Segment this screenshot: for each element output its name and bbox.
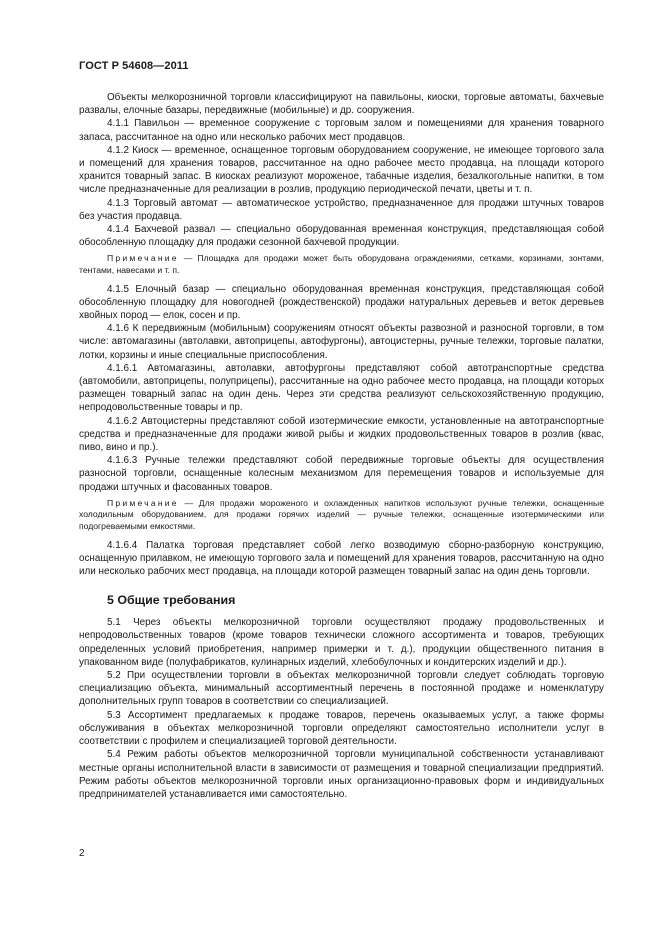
paragraph-4-1-6: 4.1.6 К передвижным (мобильным) сооружениям относят объекты развозной и разносной торговли, в том числе: автомагазины (автолавки, автоприцепы, автофургоны), автоцистерны, ручные тележки, торговые палатки, лотки, корзины и иные специальные приспособления.: [79, 323, 604, 361]
note-1-text: — Площадка для продажи может быть оборудована ограждениями, сетками, корзинами, зонтами, тентами, навесами и т. п.: [79, 253, 604, 276]
note-2: [79, 498, 604, 533]
paragraph-intro: Объекты мелкорозничной торговли классифицируют на павильоны, киоски, торговые автоматы, бахчевые развалы, елочные базары, передвижные (мобильные) и др. сооружения.: [79, 92, 604, 117]
note-1-label: Примечание: [107, 253, 179, 264]
document-code-header: ГОСТ Р 54608—2011: [79, 60, 189, 72]
paragraph-5-3: 5.3 Ассортимент предлагаемых к продаже товаров, перечень оказываемых услуг, а также формы обслуживания в объектах мелкорозничной торговли определяют самостоятельно исполнители услуг в соответствии с профилем и специализацией торговой деятельности.: [79, 709, 604, 748]
paragraph-4-1-3: 4.1.3 Торговый автомат — автоматическое устройство, предназначенное для продажи штучных товаров без участия продавца.: [79, 197, 604, 222]
page-number: 2: [79, 848, 85, 859]
note-1: [79, 253, 604, 276]
paragraph-4-1-6-1: 4.1.6.1 Автомагазины, автолавки, автофургоны представляют собой автотранспортные средства (автомобили, автоприцепы, полуприцепы), рассчитанные на одно рабочее место продавца, на площади которых размещен товарный запас на один день. Через эти средства реализуют сельскохозяйственную продукцию, непродовольственные товары и пр.: [79, 362, 604, 414]
note-2-label: Примечание: [107, 497, 179, 508]
section-5-title: 5 Общие требования: [107, 593, 236, 608]
document-body: [79, 91, 604, 801]
paragraph-5-2: 5.2 При осуществлении торговли в объектах мелкорозничной торговли следует соблюдать торговую специализацию объекта, минимальный ассортиментный перечень в постоянной продаже и номенклатуру дополнительных групп товаров в соответствии со специализацией.: [79, 670, 604, 708]
paragraph-5-1: 5.1 Через объекты мелкорозничной торговли осуществляют продажу продовольственных и непродовольственных товаров (кроме товаров технически сложного ассортимента и товаров, требующих определенных условий приобретения, например примерки и т. д.), продукции общественного питания в упакованном виде (полуфабрикатов, кулинарных изделий, хлебобулочных и кондитерских изделий и др.).: [79, 617, 604, 668]
paragraph-4-1-6-2: 4.1.6.2 Автоцистерны представляют собой изотермические емкости, установленные на автотранспортные средства и предназначенные для продажи живой рыбы и жидких продовольственных товаров в розлив (квас, пиво, вино и пр.).: [79, 415, 604, 454]
paragraph-4-1-6-3: 4.1.6.3 Ручные тележки представляют собой передвижные торговые объекты для осуществления разносной торговли, оснащенные колесным механизмом для перемещения товаров и используемые для продажи штучных и фасованных товаров.: [79, 455, 604, 493]
paragraph-4-1-1: 4.1.1 Павильон — временное сооружение с торговым залом и помещениями для хранения товарного запаса, рассчитанное на одно или несколько рабочих мест продавцов.: [79, 118, 604, 143]
paragraph-4-1-6-4: 4.1.6.4 Палатка торговая представляет собой легко возводимую сборно-разборную конструкцию, оснащенную прилавком, не имеющую торгового зала и помещений для хранения товаров, рассчитанную на одно или несколько рабочих мест продавца, на площади которой размещен товарный запас на один день торговли.: [79, 539, 604, 578]
paragraph-5-4: 5.4 Режим работы объектов мелкорозничной торговли муниципальной собственности устанавливают местные органы исполнительной власти в зависимости от размещения и товарной специализации предприятий. Режим работы объектов мелкорозничной торговли иных организационно-правовых форм и индивидуальных предпринимателей устанавливается ими самостоятельно.: [79, 749, 604, 800]
note-2-text: — Для продажи мороженого и охлажденных напитков используют ручные тележки, оснащенные холодильным оборудованием, для продажи горячих изделий — ручные тележки, оснащенные изотермическими или подогреваемыми емкостями.: [79, 497, 604, 532]
paragraph-4-1-4: 4.1.4 Бахчевой развал — специально оборудованная временная конструкция, представляющая собой обособленную площадку для продажи сезонной бахчевой продукции.: [79, 224, 604, 249]
paragraph-4-1-2: 4.1.2 Киоск — временное, оснащенное торговым оборудованием сооружение, не имеющее торгового зала и помещений для хранения товаров, рассчитанное на одно рабочее место продавца, на площади которого хранится товарный запас. В киосках реализуют мороженое, табачные изделия, безалкогольные напитки, в том числе предназначенные для реализации в розлив, продукцию периодической печати, цветы и т. п.: [79, 144, 604, 196]
paragraph-4-1-5: 4.1.5 Елочный базар — специально оборудованная временная конструкция, представляющая собой обособленную площадку для новогодней (рождественской) продажи натуральных деревьев и веток деревьев хвойных пород — елок, сосен и пр.: [79, 283, 604, 322]
